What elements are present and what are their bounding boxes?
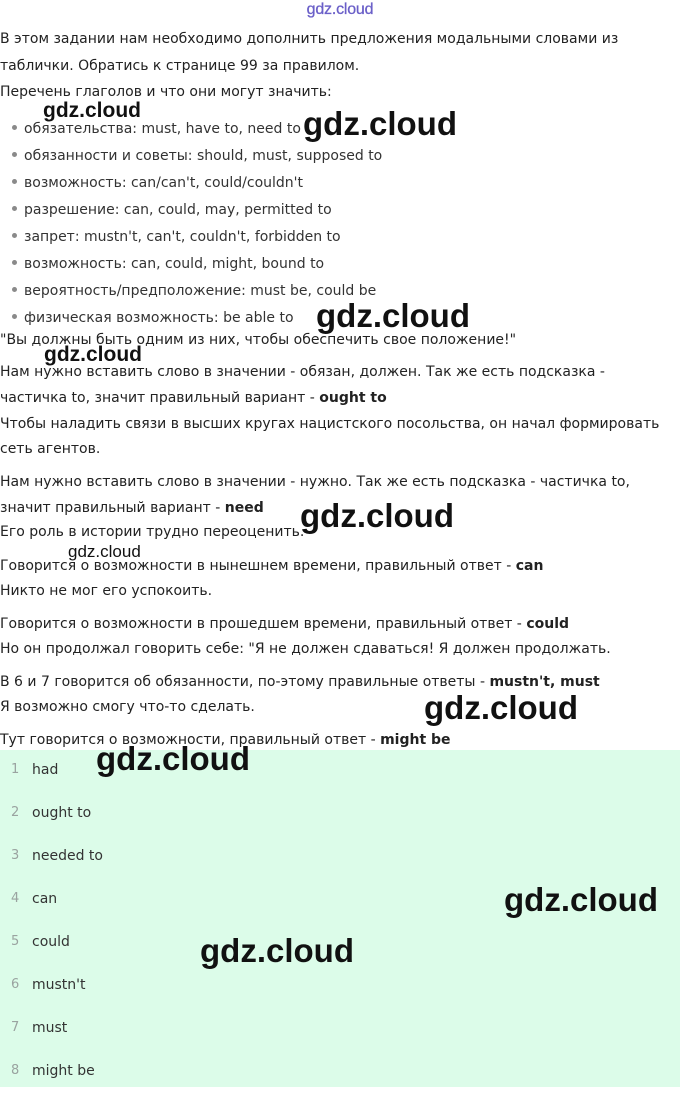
answer-highlight: might be: [380, 732, 451, 748]
explanation-text: значит правильный вариант -: [0, 500, 225, 516]
watermark: gdz.cloud: [44, 343, 142, 366]
watermark: gdz.cloud: [504, 881, 658, 918]
watermark: gdz.cloud: [316, 297, 470, 334]
answer-row: [0, 975, 680, 1018]
watermark: gdz.cloud: [424, 689, 578, 726]
sentence-1-quote: "Вы должны быть одним из них, чтобы обеспечить свое положение!": [0, 332, 517, 348]
answer-number: 8: [11, 1063, 20, 1078]
answer-text: can: [32, 891, 58, 907]
list-item: [12, 254, 324, 274]
bullet-icon: [12, 152, 17, 157]
answer-highlight: ought to: [319, 390, 387, 406]
list-item-text: запрет: mustn't, can't, couldn't, forbidden to: [24, 229, 341, 245]
bullet-icon: [12, 287, 17, 292]
watermark: gdz.cloud: [200, 932, 354, 969]
list-item-text: разрешение: can, could, may, permitted to: [24, 202, 332, 218]
answer-highlight: can: [515, 558, 544, 574]
watermark: gdz.cloud: [303, 105, 457, 142]
watermark: gdz.cloud: [68, 542, 141, 561]
list-item: [12, 119, 301, 139]
intro-line-2: таблички. Обратись к странице 99 за правилом.: [0, 58, 360, 74]
answers-table: [0, 750, 680, 1087]
list-item: [12, 146, 382, 166]
sentence-1-explanation-a: Нам нужно вставить слово в значении - обязан, должен. Так же есть подсказка -: [0, 364, 605, 380]
answer-number: 6: [11, 977, 20, 992]
answer-highlight: could: [526, 616, 570, 632]
watermark: gdz.cloud: [96, 740, 250, 777]
list-item-text: физическая возможность: be able to: [24, 310, 294, 326]
list-item-text: возможность: can, could, might, bound to: [24, 256, 325, 272]
explanation-text: Тут говорится о возможности, правильный ответ -: [0, 732, 381, 748]
list-item: [12, 200, 332, 220]
list-item: [12, 173, 303, 193]
sentence-4-quote: Никто не мог его успокоить.: [0, 583, 213, 599]
list-item-text: вероятность/предположение: must be, could be: [24, 283, 377, 299]
bullet-icon: [12, 125, 17, 130]
explanation-text: В 6 и 7 говорится об обязанности, по-этому правильные ответы -: [0, 674, 490, 690]
list-item-text: возможность: can/can't, could/couldn't: [24, 175, 303, 191]
answer-number: 3: [11, 848, 20, 863]
answer-row: [0, 1061, 680, 1104]
list-item: [12, 227, 341, 247]
answer-highlight: need: [224, 500, 264, 516]
intro-line-1: В этом задании нам необходимо дополнить предложения модальными словами из: [0, 31, 619, 47]
list-item-text: обязанности и советы: should, must, supposed to: [24, 148, 383, 164]
bullet-icon: [12, 314, 17, 319]
answer-text: had: [32, 762, 59, 778]
answer-number: 2: [11, 805, 20, 820]
bullet-icon: [12, 233, 17, 238]
sentence-2-explanation-a: Нам нужно вставить слово в значении - нужно. Так же есть подсказка - частичка to,: [0, 474, 630, 490]
sentence-2-quote-a: Чтобы наладить связи в высших кругах нацистского посольства, он начал формировать: [0, 416, 660, 432]
sentence-6-quote: Я возможно смогу что-то сделать.: [0, 699, 255, 715]
verbs-list-title: Перечень глаголов и что они могут значить:: [0, 84, 332, 100]
header-watermark: gdz.cloud: [306, 1, 374, 18]
answer-text: must: [32, 1020, 68, 1036]
explanation-text: частичка to, значит правильный вариант -: [0, 390, 320, 406]
watermark: gdz.cloud: [43, 99, 141, 122]
answer-number: 4: [11, 891, 20, 906]
sentence-3-quote: Его роль в истории трудно переоценить.: [0, 524, 305, 540]
answer-text: might be: [32, 1063, 95, 1079]
list-item-text: обязательства: must, have to, need to: [24, 121, 301, 137]
answer-number: 5: [11, 934, 20, 949]
answer-highlight: mustn't, must: [489, 674, 600, 690]
answer-row: [0, 803, 680, 846]
sentence-4-explanation: [0, 614, 569, 634]
explanation-text: Говорится о возможности в прошедшем времени, правильный ответ -: [0, 616, 527, 632]
watermark: gdz.cloud: [300, 497, 454, 534]
sentence-2-quote-b: сеть агентов.: [0, 441, 101, 457]
answer-text: ought to: [32, 805, 92, 821]
list-item: [12, 308, 294, 328]
bullet-icon: [12, 206, 17, 211]
answer-number: 7: [11, 1020, 20, 1035]
bullet-icon: [12, 260, 17, 265]
answer-text: could: [32, 934, 70, 950]
sentence-5-quote: Но он продолжал говорить себе: "Я не должен сдаваться! Я должен продолжать.: [0, 641, 611, 657]
explanation-text: Говорится о возможности в нынешнем времени, правильный ответ -: [0, 558, 516, 574]
answer-number: 1: [11, 762, 20, 777]
answer-text: mustn't: [32, 977, 86, 993]
bullet-icon: [12, 179, 17, 184]
sentence-2-explanation-b: [0, 498, 264, 518]
answer-text: needed to: [32, 848, 103, 864]
sentence-1-explanation-b: [0, 388, 387, 408]
answer-row: [0, 1018, 680, 1061]
